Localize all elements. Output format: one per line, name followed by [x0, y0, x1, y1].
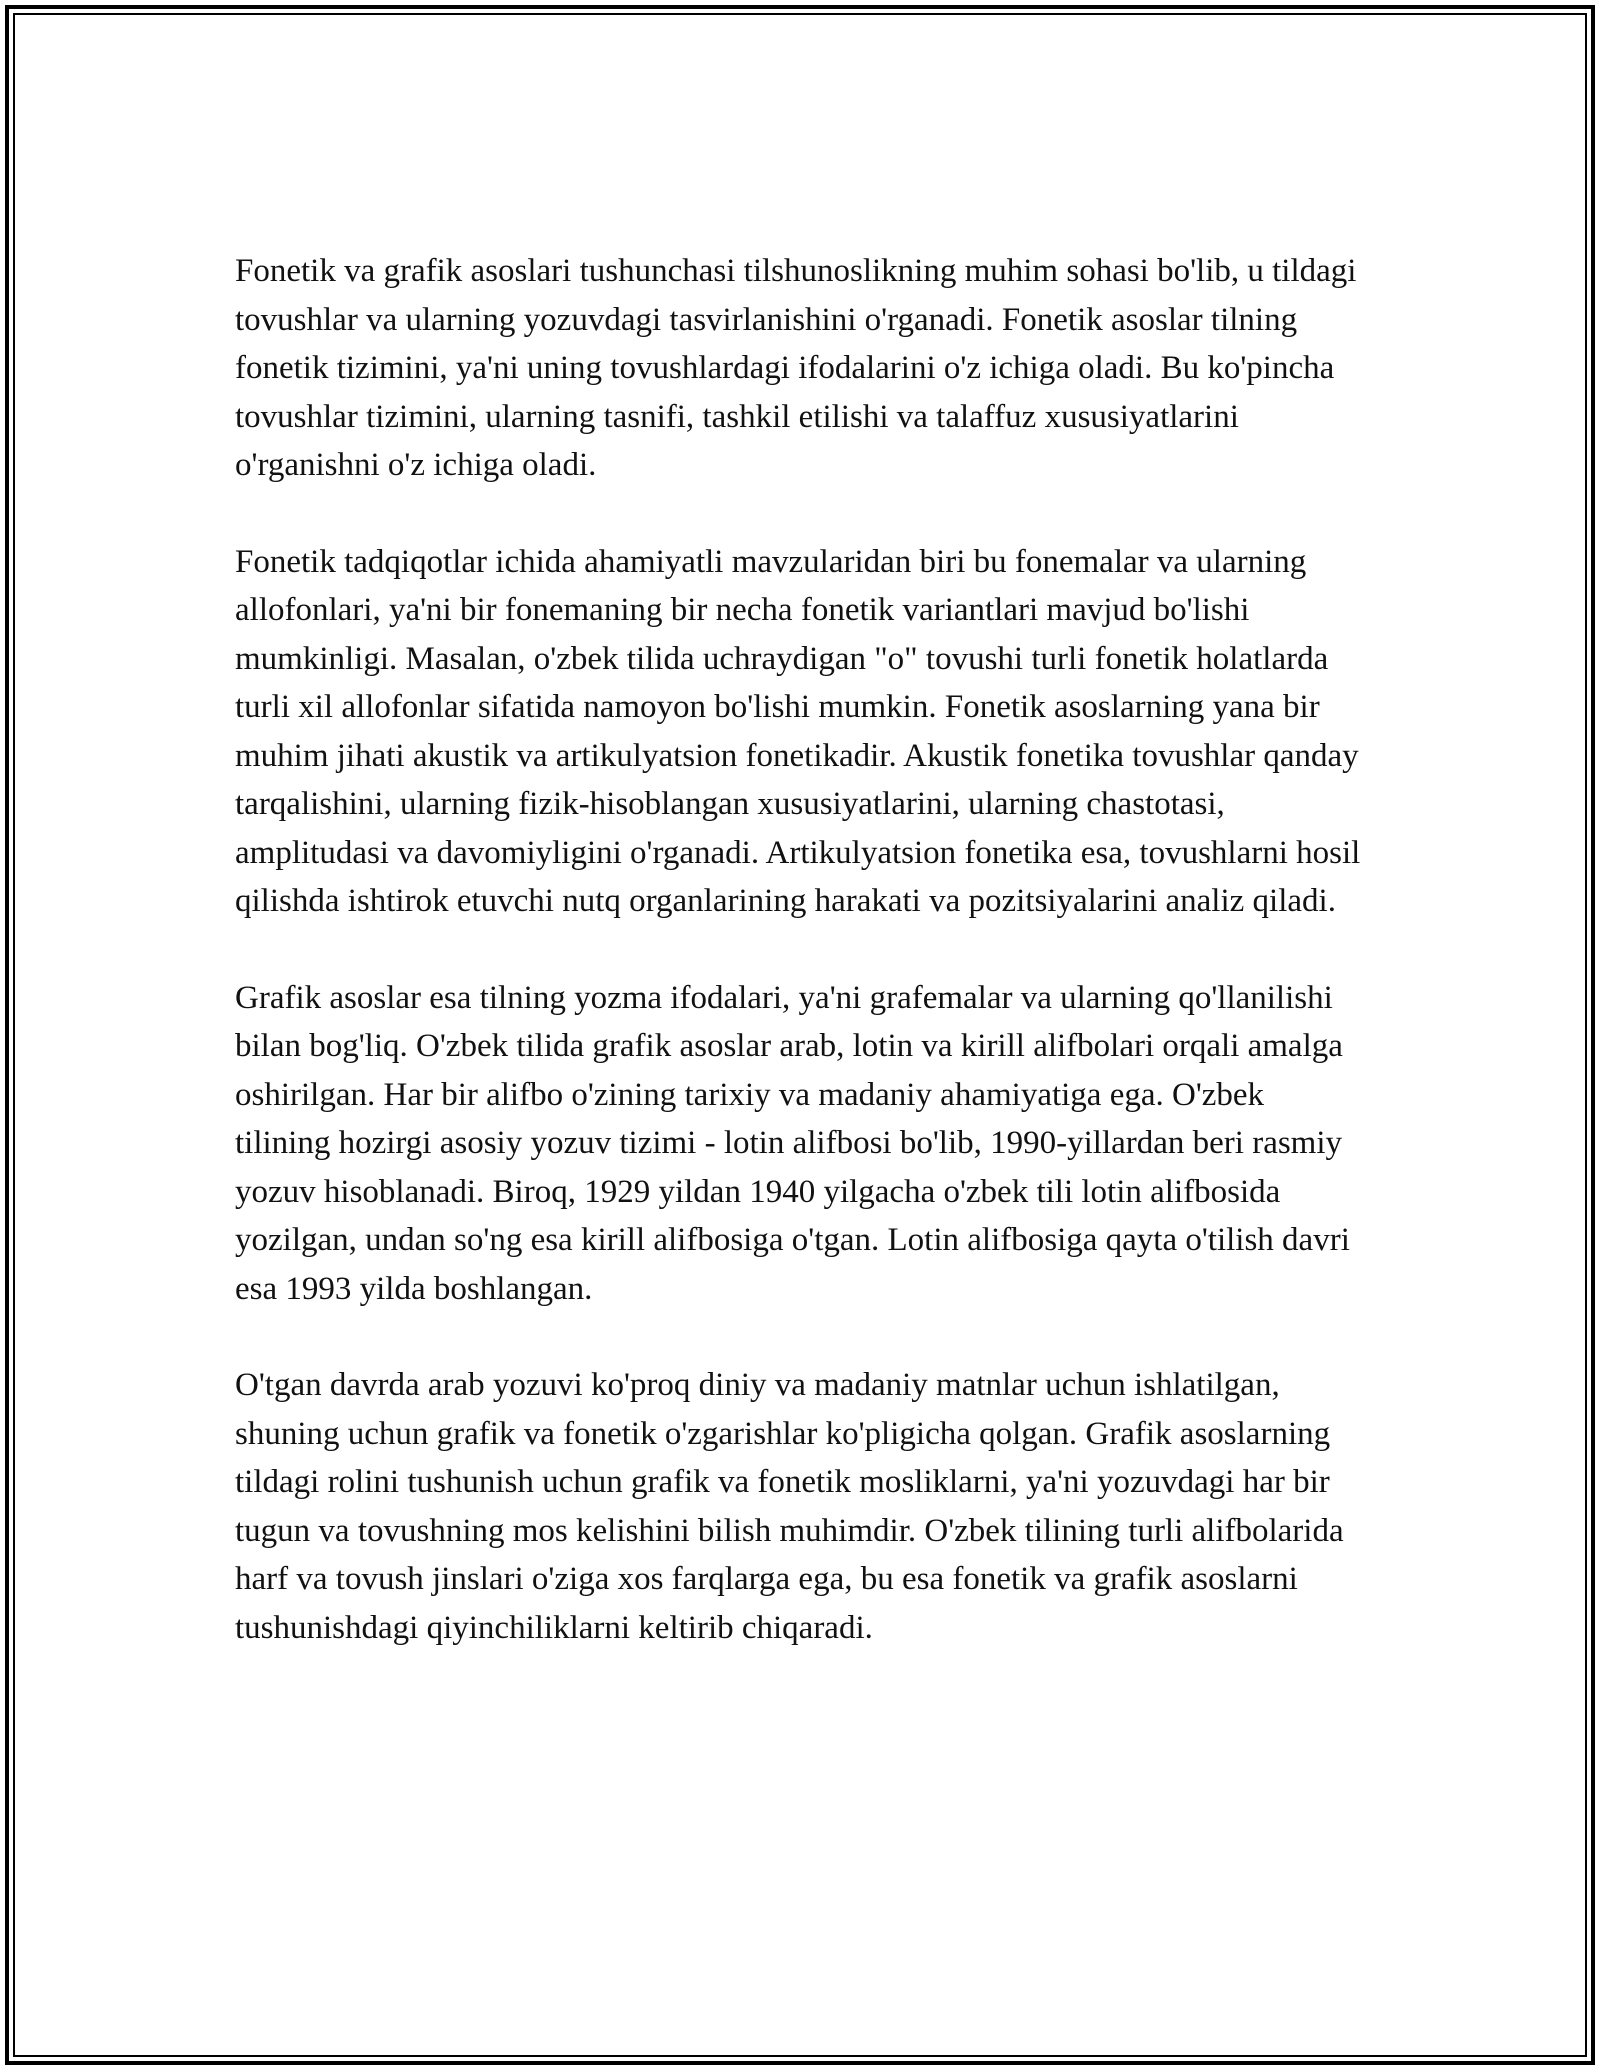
paragraph-fonetik-asoslar: Fonetik va grafik asoslari tushunchasi tilshunoslikning muhim sohasi bo'lib, u tildagi tovushlar va ularning yozuvdagi tasvirlanishini o'rganadi. Fonetik asoslar tilning fonetik tizimini, ya'ni uning tovushlardagi ifodalarini o'z ichiga oladi. Bu ko'pincha tovushlar tizimini, ularning tasnifi, tashkil etilishi va talaffuz xususiyatlarini o'rganishni o'z ichiga oladi. — [235, 253, 1357, 483]
paragraph-fonemalar-allofonlar: Fonetik tadqiqotlar ichida ahamiyatli mavzularidan biri bu fonemalar va ularning allofonlari, ya'ni bir fonemaning bir necha fonetik variantlari mavjud bo'lishi mumkinligi. Masalan, o'zbek tilida uchraydigan "o" tovushi turli fonetik holatlarda turli xil allofonlar sifatida namoyon bo'lishi mumkin. Fonetik asoslarning yana bir muhim jihati akustik va artikulyatsion fonetikadir. Akustik fonetika tovushlar qanday tarqalishini, ularning fizik-hisoblangan xususiyatlarini, ularning chastotasi, amplitudasi va davomiyligini o'rganadi. Artikulyatsion fonetika esa, tovushlarni hosil qilishda ishtirok etuvchi nutq organlarining harakati va pozitsiyalarini analiz qiladi. — [235, 543, 1361, 919]
paragraph-grafik-asoslar: Grafik asoslar esa tilning yozma ifodalari, ya'ni grafemalar va ularning qo'llanilishi bilan bog'liq. O'zbek tilida grafik asoslar arab, lotin va kirill alifbolari orqali amalga oshirilgan. Har bir alifbo o'zining tarixiy va madaniy ahamiyatiga ega. O'zbek tilining hozirgi asosiy yozuv tizimi - lotin alifbosi bo'lib, 1990-yillardan beri rasmiy yozuv hisoblanadi. Biroq, 1929 yildan 1940 yilgacha o'zbek tili lotin alifbosida yozilgan, undan so'ng esa kirill alifbosiga o'tgan. Lotin alifbosiga qayta o'tilish davri esa 1993 yilda boshlangan. — [235, 979, 1350, 1307]
document-body — [235, 247, 1365, 1700]
paragraph-arab-yozuvi: O'tgan davrda arab yozuvi ko'proq diniy va madaniy matnlar uchun ishlatilgan, shuning uchun grafik va fonetik o'zgarishlar ko'pligicha qolgan. Grafik asoslarning tildagi rolini tushunish uchun grafik va fonetik mosliklarni, ya'ni yozuvdagi har bir tugun va tovushning mos kelishini bilish muhimdir. O'zbek tilining turli alifbolarida harf va tovush jinslari o'ziga xos farqlarga ega, bu esa fonetik va grafik asoslarni tushunishdagi qiyinchiliklarni keltirib chiqaradi. — [235, 1367, 1344, 1646]
